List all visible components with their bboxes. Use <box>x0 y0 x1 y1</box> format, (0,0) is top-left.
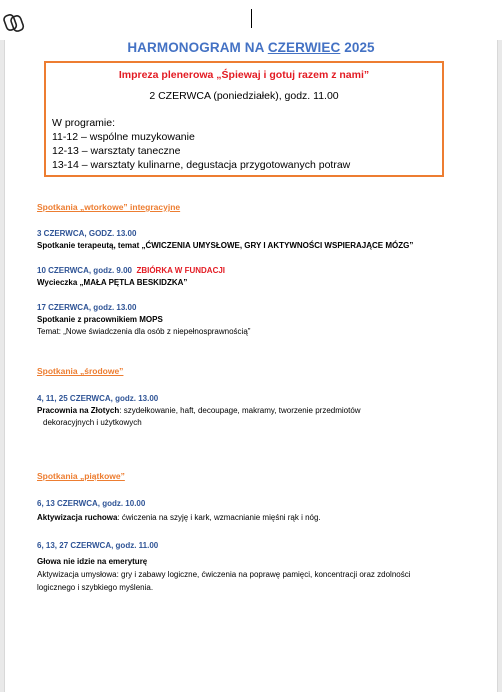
event-description-cont: dekoracyjnych i użytkowych <box>43 418 142 427</box>
event-text: : szydełkowanie, haft, decoupage, makramy, tworzenie przedmiotów <box>119 406 361 415</box>
event-date <box>37 266 225 275</box>
section-wednesday-heading: Spotkania „środowe” <box>37 366 124 376</box>
title-month: CZERWIEC <box>267 40 341 55</box>
event-date: 2 CZERWCA (poniedziałek), godz. 11.00 <box>149 90 339 102</box>
event-date: 4, 11, 25 CZERWCA, godz. 13.00 <box>37 394 159 403</box>
program-item: 11-12 – wspólne muzykowanie <box>52 131 195 143</box>
event-description <box>37 278 187 287</box>
text-cursor <box>251 9 252 28</box>
document-title <box>0 40 502 55</box>
page-margin-right <box>498 40 502 692</box>
program-item: 12-13 – warsztaty taneczne <box>52 145 181 157</box>
event-title: Aktywizacja ruchowa <box>37 513 118 522</box>
page-border-right <box>497 40 498 692</box>
program-item: 13-14 – warsztaty kulinarne, degustacja przygotowanych potraw <box>52 159 351 171</box>
event-text: : ćwiczenia na szyję i kark, wzmacnianie mięśni rąk i nóg. <box>117 513 321 522</box>
title-year: 2025 <box>340 40 375 55</box>
event-topic: Temat: „Nowe świadczenia dla osób z niepełnosprawnością” <box>37 327 251 336</box>
event-description-cont: logicznego i szybkiego myślenia. <box>37 583 154 592</box>
section-friday-heading: Spotkania „piątkowe” <box>37 471 125 481</box>
event-date: 3 CZERWCA, GODZ. 13.00 <box>37 229 137 238</box>
event-title <box>37 557 147 566</box>
event-description <box>37 406 361 415</box>
event-description: Aktywizacja umysłowa: gry i zabawy logiczne, ćwiczenia na poprawę pamięci, koncentracji oraz zdolności <box>37 570 411 579</box>
event-date: 6, 13 CZERWCA, godz. 10.00 <box>37 499 146 508</box>
event-title: Spotkanie terapeutą, temat „ĆWICZENIA UMYSŁOWE, GRY I AKTYWNOŚCI WSPIERAJĄCE MÓZG” <box>37 241 414 250</box>
section-tuesday-heading: Spotkania „wtorkowe” integracyjne <box>37 202 181 212</box>
event-title: Pracownia na Złotych <box>37 406 120 415</box>
toolbar <box>0 0 502 40</box>
event-description <box>37 513 321 522</box>
event-date-text: 10 CZERWCA, godz. 9.00 <box>37 266 132 275</box>
page-border-left <box>4 40 5 692</box>
event-date: 17 CZERWCA, godz. 13.00 <box>37 303 137 312</box>
event-title: Impreza plenerowa „Śpiewaj i gotuj razem z nami” <box>118 69 370 81</box>
copilot-icon[interactable] <box>3 12 25 34</box>
event-date: 6, 13, 27 CZERWCA, godz. 11.00 <box>37 541 159 550</box>
event-title-text: Głowa nie idzie na emeryturę <box>37 557 148 566</box>
event-title: Wycieczka „MAŁA PĘTLA BESKIDZKA” <box>37 278 188 287</box>
event-title: Spotkanie z pracownikiem MOPS <box>37 315 163 324</box>
event-description <box>37 315 163 324</box>
event-description <box>37 241 413 250</box>
event-note: ZBIÓRKA W FUNDACJI <box>136 266 226 275</box>
event-box <box>44 61 444 177</box>
title-text: HARMONOGRAM NA <box>127 40 268 55</box>
program-label: W programie: <box>52 117 116 129</box>
